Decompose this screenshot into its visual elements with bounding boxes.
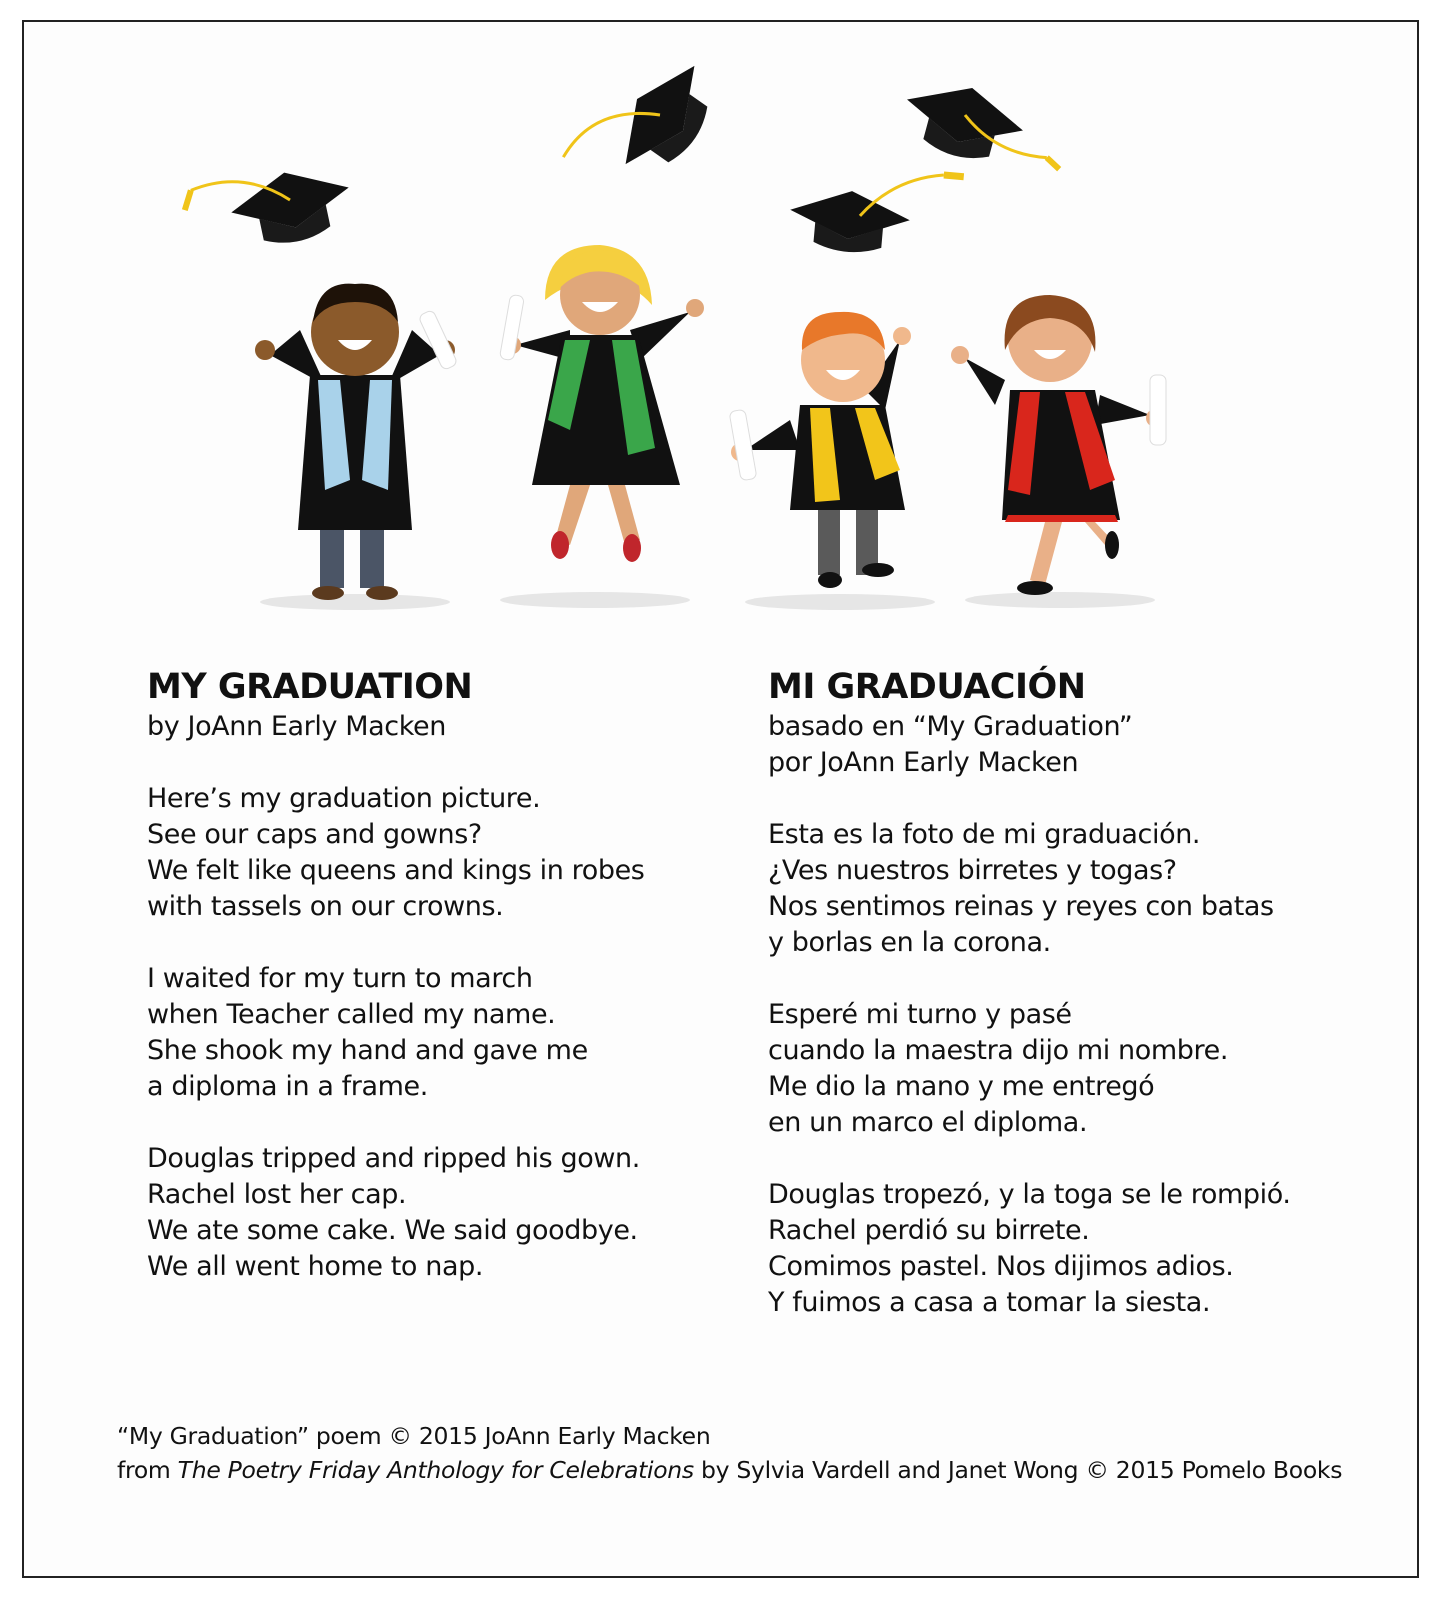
poem-byline: basado en “My Graduation” (768, 711, 1133, 742)
poem-title: MY GRADUATION (147, 667, 473, 707)
poem-line: ¿Ves nuestros birretes y togas? (768, 855, 1177, 886)
graduation-cap-icon (787, 162, 964, 261)
book-title: The Poetry Friday Anthology for Celebrations (177, 1456, 694, 1484)
poem-line: Nos sentimos reinas y reyes con batas (768, 891, 1274, 922)
poem-line: Here’s my graduation picture. (147, 783, 541, 814)
poem-line: See our caps and gowns? (147, 819, 482, 850)
poem-line: Comimos pastel. Nos dijimos adios. (768, 1251, 1234, 1282)
poem-line: She shook my hand and gave me (147, 1035, 588, 1066)
graduation-illustration (150, 40, 1250, 640)
poem-author: by JoAnn Early Macken (147, 711, 446, 742)
poem-line: y borlas en la corona. (768, 927, 1051, 958)
poem-author: por JoAnn Early Macken (768, 747, 1079, 778)
graduation-cap-icon (896, 72, 1073, 182)
poem-line: en un marco el diploma. (768, 1107, 1088, 1138)
poem-line: a diploma in a frame. (147, 1071, 428, 1102)
credit-line: “My Graduation” poem © 2015 JoAnn Early Macken (117, 1422, 711, 1450)
child-graduate-icon (499, 245, 704, 562)
poem-line: Rachel lost her cap. (147, 1179, 407, 1210)
poem-line: Rachel perdió su birrete. (768, 1215, 1090, 1246)
poem-line: Me dio la mano y me entregó (768, 1071, 1155, 1102)
copyright-credits (117, 1419, 1342, 1487)
poem-english (147, 665, 727, 1285)
graduation-cap-icon (563, 40, 729, 213)
poem-line: Douglas tropezó, y la toga se le rompió. (768, 1179, 1291, 1210)
credit-line (117, 1453, 1342, 1487)
poem-line: Y fuimos a casa a tomar la siesta. (768, 1287, 1211, 1318)
child-graduate-icon (729, 312, 911, 588)
poem-line: Douglas tripped and ripped his gown. (147, 1143, 640, 1174)
child-graduate-icon (255, 284, 458, 600)
poem-line: We all went home to nap. (147, 1251, 484, 1282)
poem-line: Esta es la foto de mi graduación. (768, 819, 1201, 850)
graduation-cap-icon (181, 156, 358, 263)
poem-line: when Teacher called my name. (147, 999, 556, 1030)
poem-line: Esperé mi turno y pasé (768, 999, 1072, 1030)
credit-suffix: by Sylvia Vardell and Janet Wong © 2015 Pomelo Books (693, 1456, 1343, 1484)
credit-prefix: from (117, 1456, 178, 1484)
poem-line: We ate some cake. We said goodbye. (147, 1215, 638, 1246)
poem-line: with tassels on our crowns. (147, 891, 504, 922)
poem-title: MI GRADUACIÓN (768, 667, 1086, 707)
child-graduate-icon (951, 295, 1166, 595)
poem-spanish (768, 665, 1408, 1321)
poem-line: We felt like queens and kings in robes (147, 855, 645, 886)
poem-line: I waited for my turn to march (147, 963, 533, 994)
poem-line: cuando la maestra dijo mi nombre. (768, 1035, 1229, 1066)
